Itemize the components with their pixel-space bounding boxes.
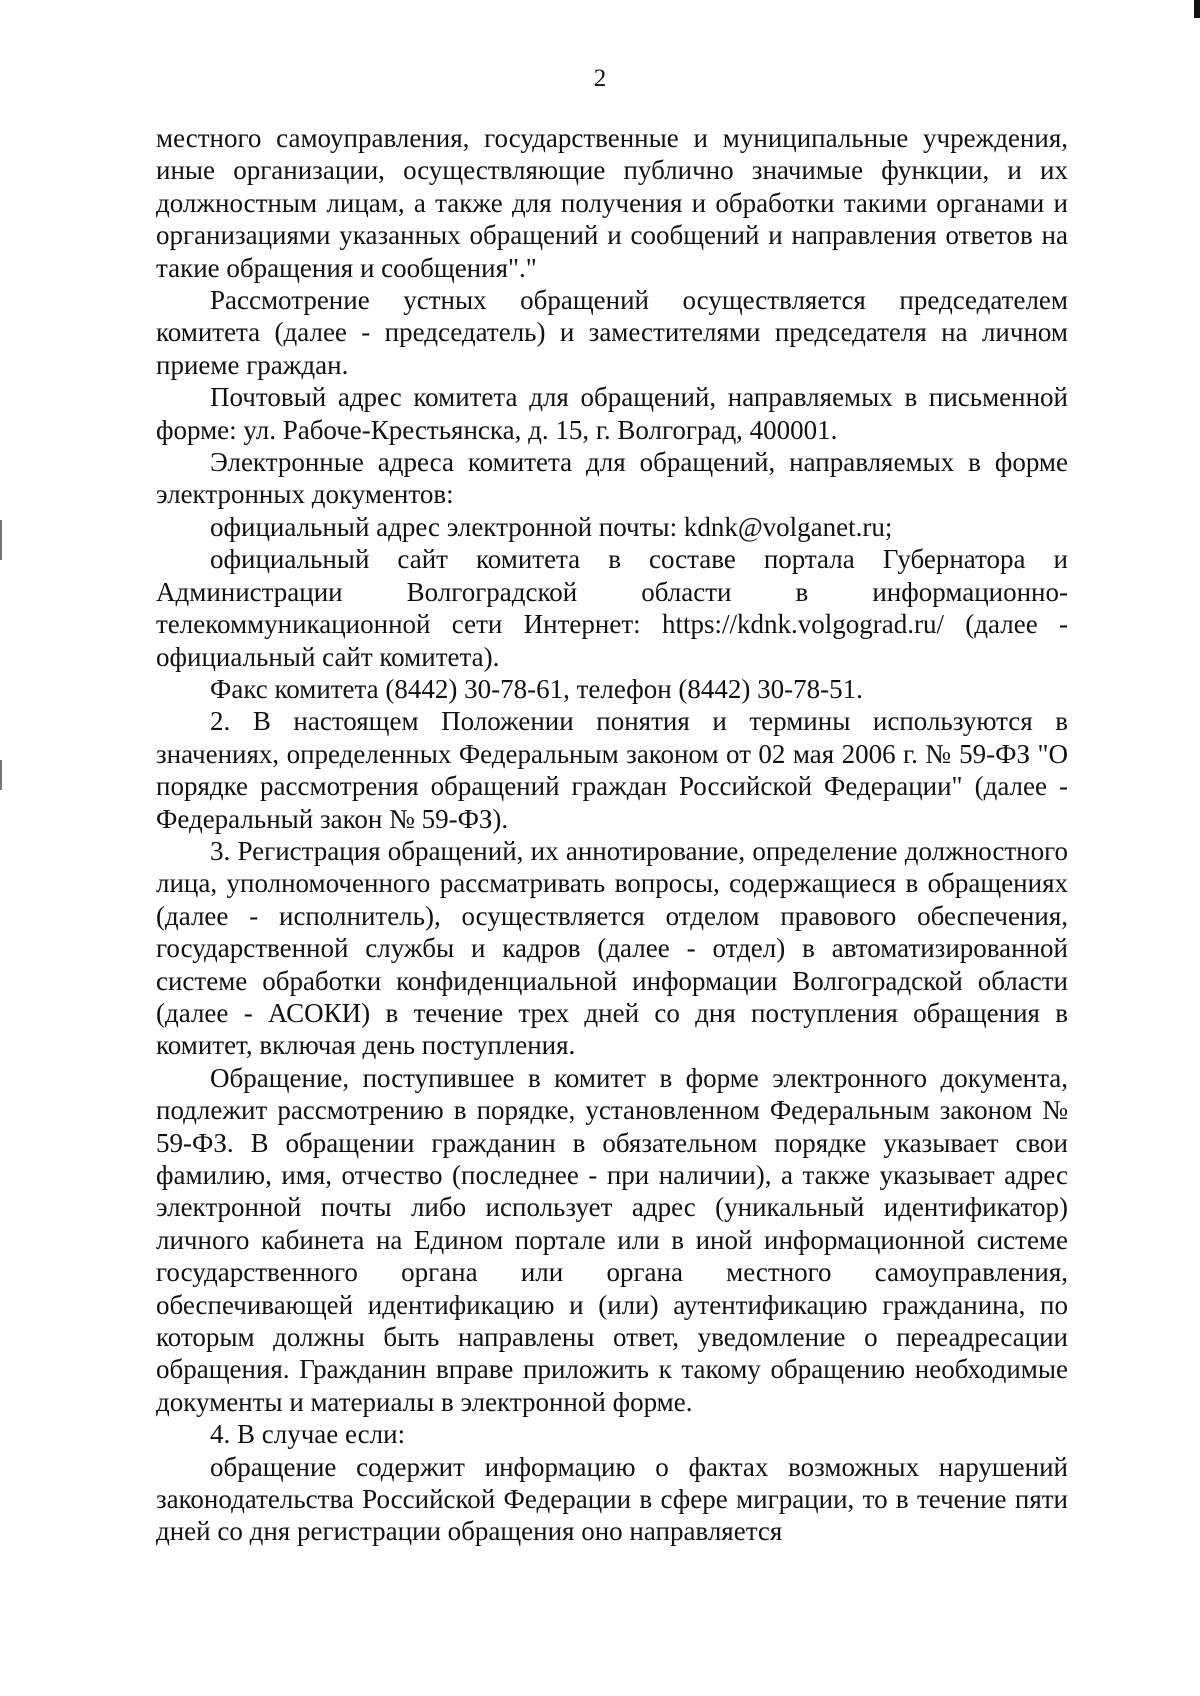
document-body <box>156 122 1068 1548</box>
paragraph-contacts: Факс комитета (8442) 30-78-61, телефон (8442) 30-78-51. <box>210 673 863 704</box>
paragraph-email: официальный адрес электронной почты: kdnk@volganet.ru; <box>210 511 893 542</box>
paragraph-item-3: 3. Регистрация обращений, их аннотирование, определение должностного лица, уполномоченного рассматривать вопросы, содержащиеся в обращениях (далее - исполнитель), осуществляется отделом правового обеспечения, государственной службы и кадров (далее - отдел) в автоматизированной системе обработки конфиденциальной информации Волгоградской области (далее - АСОКИ) в течение трех дней со дня поступления обращения в комитет, включая день поступления. <box>156 835 1068 1061</box>
paragraph-electronic-addresses: Электронные адреса комитета для обращений, направляемых в форме электронных документов: <box>156 447 1068 510</box>
paragraph-website: официальный сайт комитета в составе портала Губернатора и Администрации Волгоградской области в информационно-телекоммуникационной сети Интернет: https://kdnk.volgograd.ru/ (далее - официальный сайт комитета). <box>156 544 1068 672</box>
paragraph-continuation: местного самоуправления, государственные и муниципальные учреждения, иные организации, осуществляющие публично значимые функции, и их должностным лицам, а также для получения и обработки такими органами и организациями указанных обращений и сообщений и направления ответов на такие обращения и сообщения"." <box>156 123 1068 283</box>
paragraph-electronic-document: Обращение, поступившее в комитет в форме электронного документа, подлежит рассмотрению в порядке, установленном Федеральным законом № 59-ФЗ. В обращении гражданин в обязательном порядке указывает свои фамилию, имя, отчество (последнее - при наличии), а также указывает адрес электронной почты либо использует адрес (уникальный идентификатор) личного кабинета на Едином портале или в иной информационной системе государственного органа или органа местного самоуправления, обеспечивающей идентификацию и (или) аутентификацию гражданина, по которым должны быть направлены ответ, уведомление о переадресации обращения. Гражданин вправе приложить к такому обращению необходимые документы и материалы в электронной форме. <box>156 1062 1068 1417</box>
scan-edge-line <box>0 520 2 560</box>
paragraph-item-4: 4. В случае если: <box>210 1419 406 1450</box>
paragraph-oral-appeals: Рассмотрение устных обращений осуществляется председателем комитета (далее - председатель) и заместителями председателя на личном приеме граждан. <box>156 285 1068 380</box>
page-number: 2 <box>593 65 607 92</box>
scan-edge-line <box>0 760 2 790</box>
scan-edge-mark <box>1194 0 1200 18</box>
paragraph-item-2: 2. В настоящем Положении понятия и термины используются в значениях, определенных Федеральным законом от 02 мая 2006 г. № 59-ФЗ "О порядке рассмотрения обращений граждан Российской Федерации" (далее - Федеральный закон № 59-ФЗ). <box>156 706 1068 834</box>
paragraph-migration: обращение содержит информацию о фактах возможных нарушений законодательства Российской Федерации в сфере миграции, то в течение пяти дней со дня регистрации обращения оно направляется <box>156 1451 1068 1547</box>
paragraph-postal-address: Почтовый адрес комитета для обращений, направляемых в письменной форме: ул. Рабоче-Крестьянска, д. 15, г. Волгоград, 400001. <box>156 382 1068 445</box>
